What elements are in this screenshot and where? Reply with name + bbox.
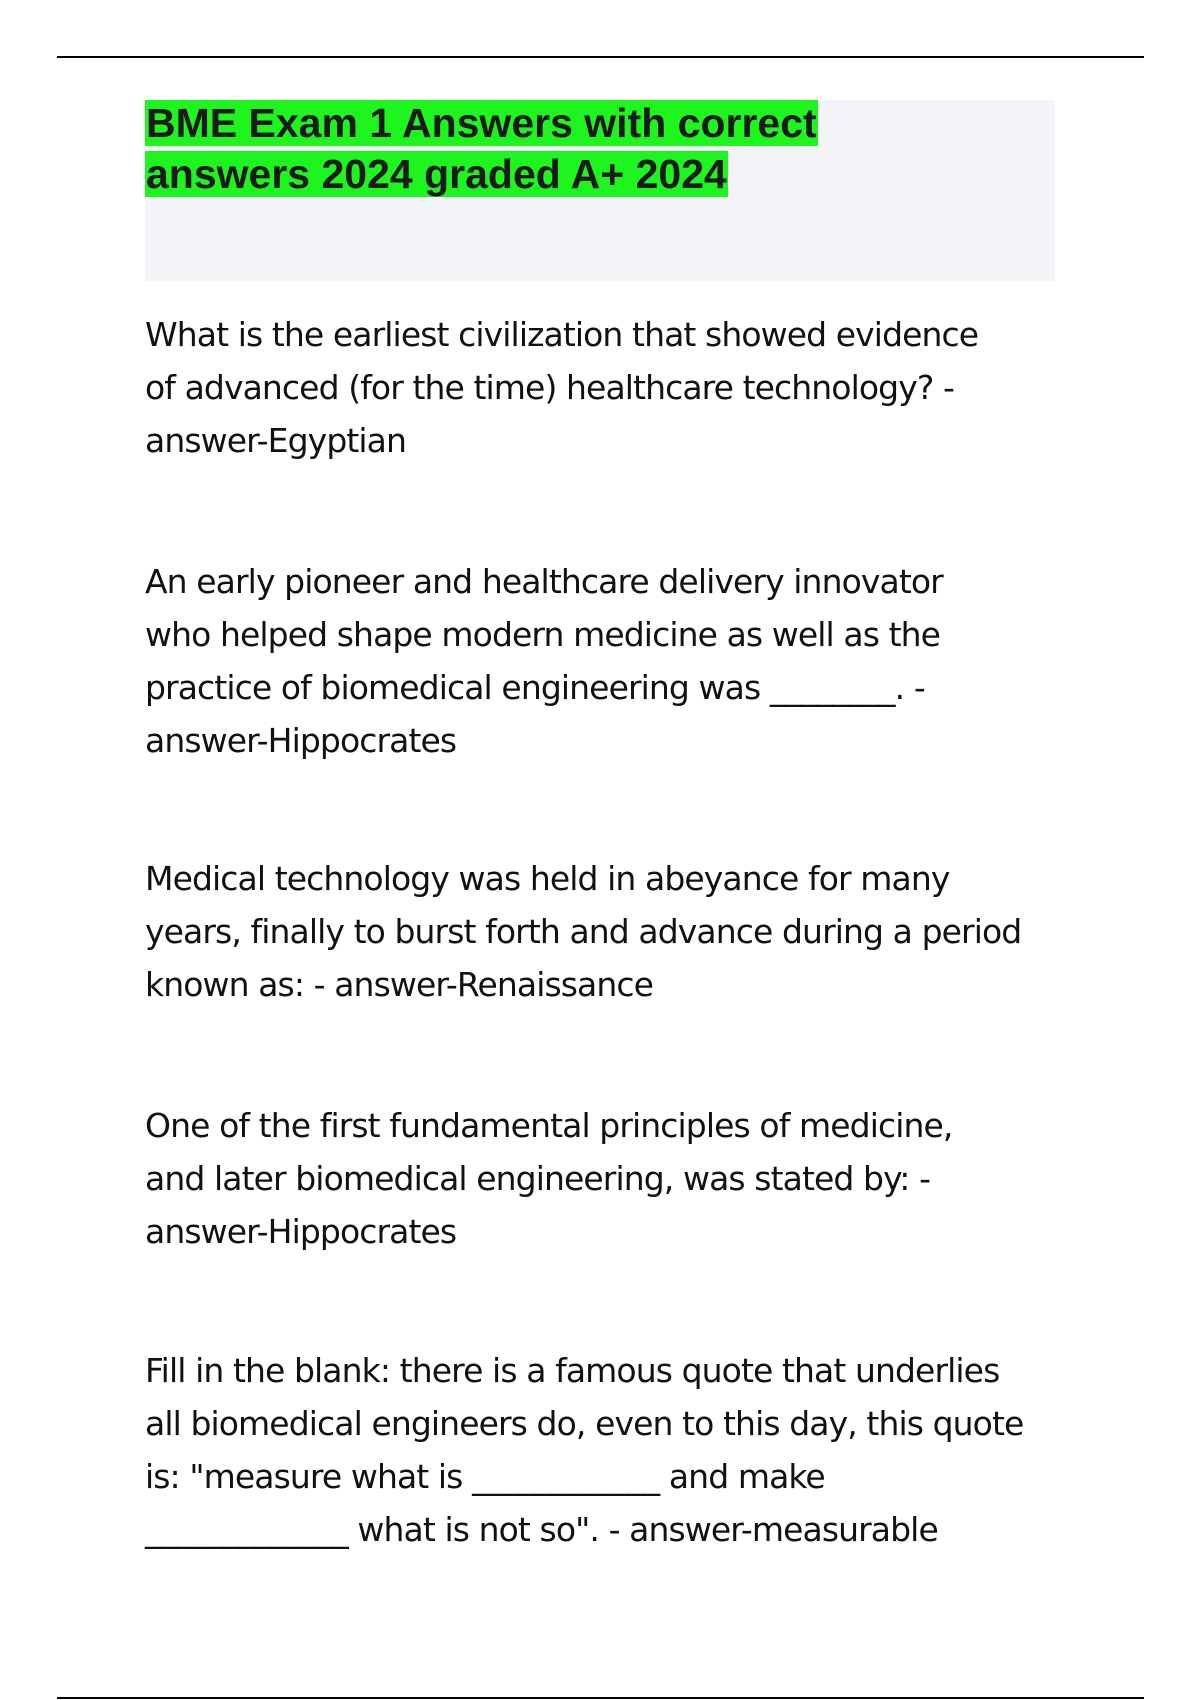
qa-4-line-2: and later biomedical engineering, was stated by: - (145, 1159, 931, 1198)
qa-2-line-3: practice of biomedical engineering was ________. - (145, 668, 925, 707)
qa-4-line-1: One of the first fundamental principles of medicine, (145, 1106, 953, 1145)
top-horizontal-rule (57, 56, 1144, 58)
qa-5-line-1: Fill in the blank: there is a famous quote that underlies (145, 1351, 1000, 1390)
qa-1-line-1: What is the earliest civilization that showed evidence (145, 315, 979, 354)
qa-5-line-4: _____________ what is not so". - answer-measurable (145, 1510, 938, 1549)
qa-1-line-2: of advanced (for the time) healthcare technology? - (145, 368, 955, 407)
qa-2-line-2: who helped shape modern medicine as well as the (145, 615, 941, 654)
qa-item-1 (145, 308, 1075, 467)
qa-item-5 (145, 1344, 1075, 1556)
qa-4-line-3: answer-Hippocrates (145, 1212, 457, 1251)
qa-item-2 (145, 555, 1075, 767)
qa-3-line-2: years, finally to burst forth and advance during a period (145, 912, 1022, 951)
qa-item-4 (145, 1099, 1075, 1258)
qa-1-line-3: answer-Egyptian (145, 421, 407, 460)
document-title (145, 98, 818, 200)
bottom-horizontal-rule (57, 1697, 1144, 1699)
qa-3-line-1: Medical technology was held in abeyance for many (145, 859, 950, 898)
title-line-2: answers 2024 graded A+ 2024 (146, 151, 727, 197)
qa-2-line-1: An early pioneer and healthcare delivery innovator (145, 562, 943, 601)
qa-5-line-3: is: "measure what is ____________ and make (145, 1457, 825, 1496)
qa-3-line-3: known as: - answer-Renaissance (145, 965, 654, 1004)
qa-2-line-4: answer-Hippocrates (145, 721, 457, 760)
qa-item-3 (145, 852, 1075, 1011)
qa-5-line-2: all biomedical engineers do, even to this day, this quote (145, 1404, 1024, 1443)
title-line-1: BME Exam 1 Answers with correct (146, 100, 817, 146)
